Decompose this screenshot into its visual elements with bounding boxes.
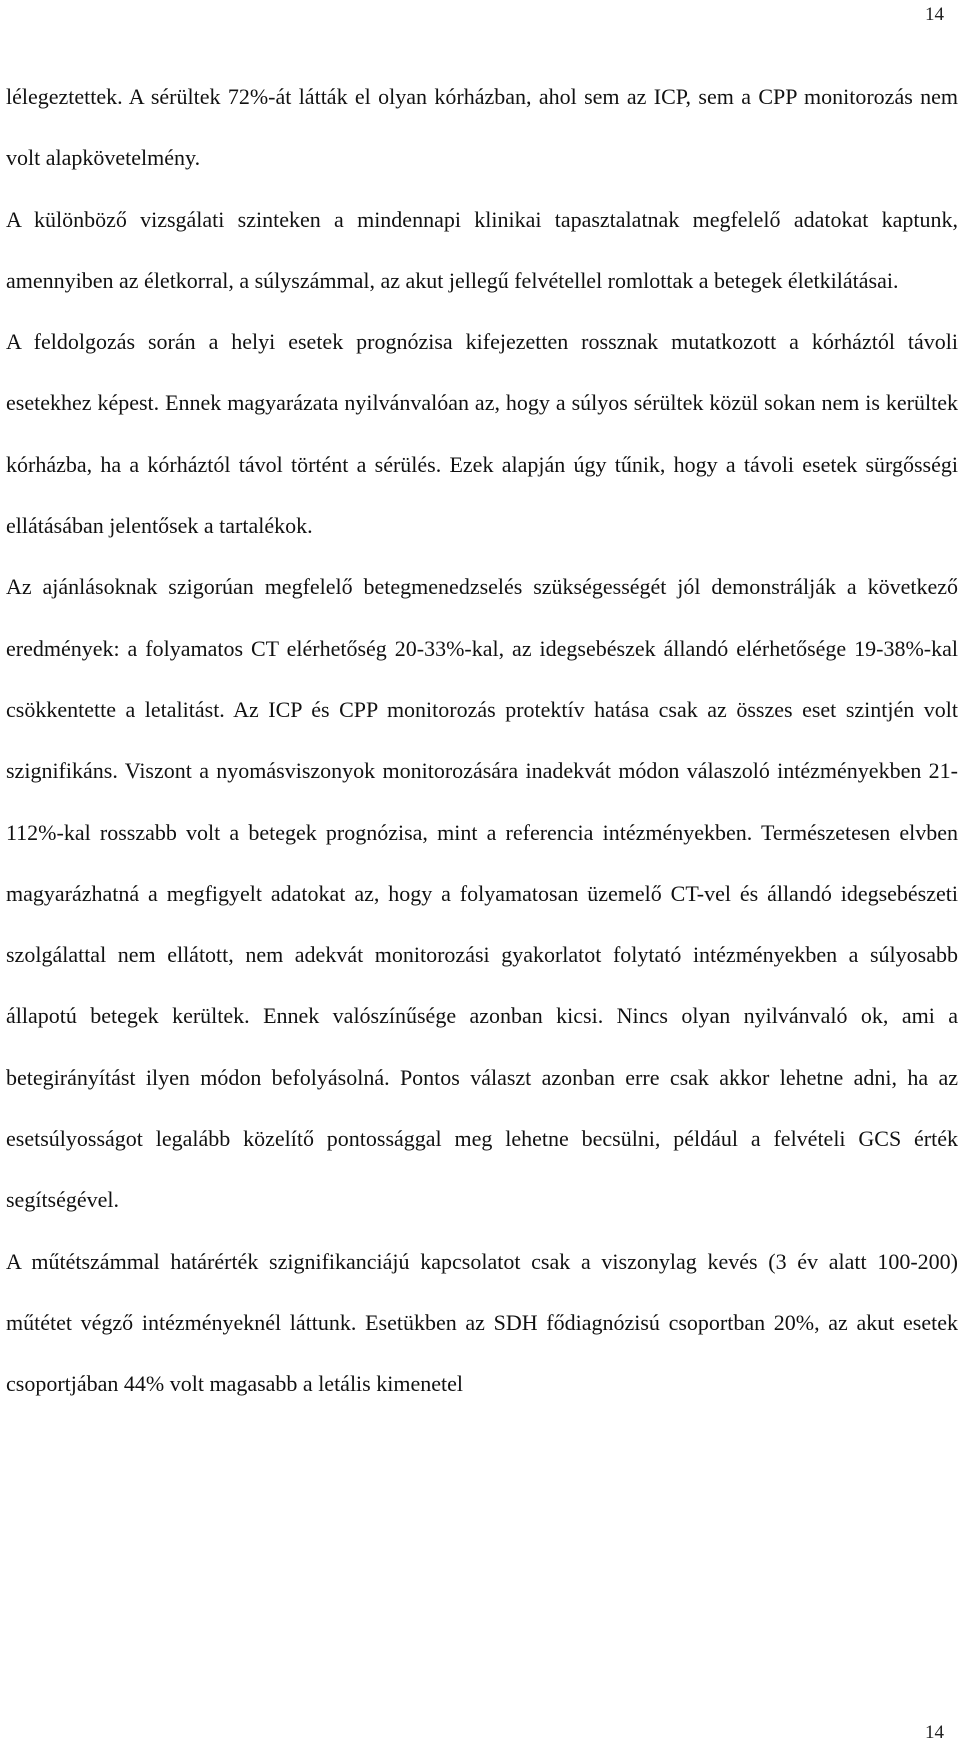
- document-body: [6, 66, 958, 1415]
- paragraph-4: Az ajánlásoknak szigorúan megfelelő betegmenedzselés szükségességét jól demonstrálják a következő eredmények: a folyamatos CT elérhetőség 20-33%-kal, az idegsebészek állandó elérhetősége 19-38%-kal csökkentette a letalitást. Az ICP és CPP monitorozás protektív hatása csak az összes eset szintjén volt szignifikáns. Viszont a nyomásviszonyok monitorozására inadekvát módon válaszoló intézményekben 21-112%-kal rosszabb volt a betegek prognózisa, mint a referencia intézményekben. Természetesen elvben magyarázhatná a megfigyelt adatokat az, hogy a folyamatosan üzemelő CT-vel és állandó idegsebészeti szolgálattal nem ellátott, nem adekvát monitorozási gyakorlatot folytató intézményekben a súlyosabb állapotú betegek kerültek. Ennek valószínűsége azonban kicsi. Nincs olyan nyilvánvaló ok, ami a betegirányítást ilyen módon befolyásolná. Pontos választ azonban erre csak akkor lehetne adni, ha az esetsúlyosságot legalább közelítő pontossággal meg lehetne becsülni, például a felvételi GCS érték segítségével.: [6, 574, 958, 1213]
- paragraph-3: A feldolgozás során a helyi esetek prognózisa kifejezetten rossznak mutatkozott a kórháztól távoli esetekhez képest. Ennek magyarázata nyilvánvalóan az, hogy a súlyos sérültek közül sokan nem is kerültek kórházba, ha a kórháztól távol történt a sérülés. Ezek alapján úgy tűnik, hogy a távoli esetek sürgősségi ellátásában jelentősek a tartalékok.: [6, 329, 958, 539]
- page-number-bottom: 14: [925, 1722, 944, 1743]
- paragraph-2: A különböző vizsgálati szinteken a mindennapi klinikai tapasztalatnak megfelelő adatokat kaptunk, amennyiben az életkorral, a súlyszámmal, az akut jellegű felvétellel romlottak a betegek életkilátásai.: [6, 206, 958, 293]
- paragraph-1: lélegeztettek. A sérültek 72%-át látták el olyan kórházban, ahol sem az ICP, sem a CPP monitorozás nem volt alapkövetelmény.: [6, 84, 958, 171]
- paragraph-5: A műtétszámmal határérték szignifikanciájú kapcsolatot csak a viszonylag kevés (3 év alatt 100-200) műtétet végző intézményeknél láttunk. Esetükben az SDH fődiagnózisú csoportban 20%, az akut esetek csoportjában 44% volt magasabb a letális kimenetel: [6, 1248, 958, 1397]
- page-number-top: 14: [925, 4, 944, 25]
